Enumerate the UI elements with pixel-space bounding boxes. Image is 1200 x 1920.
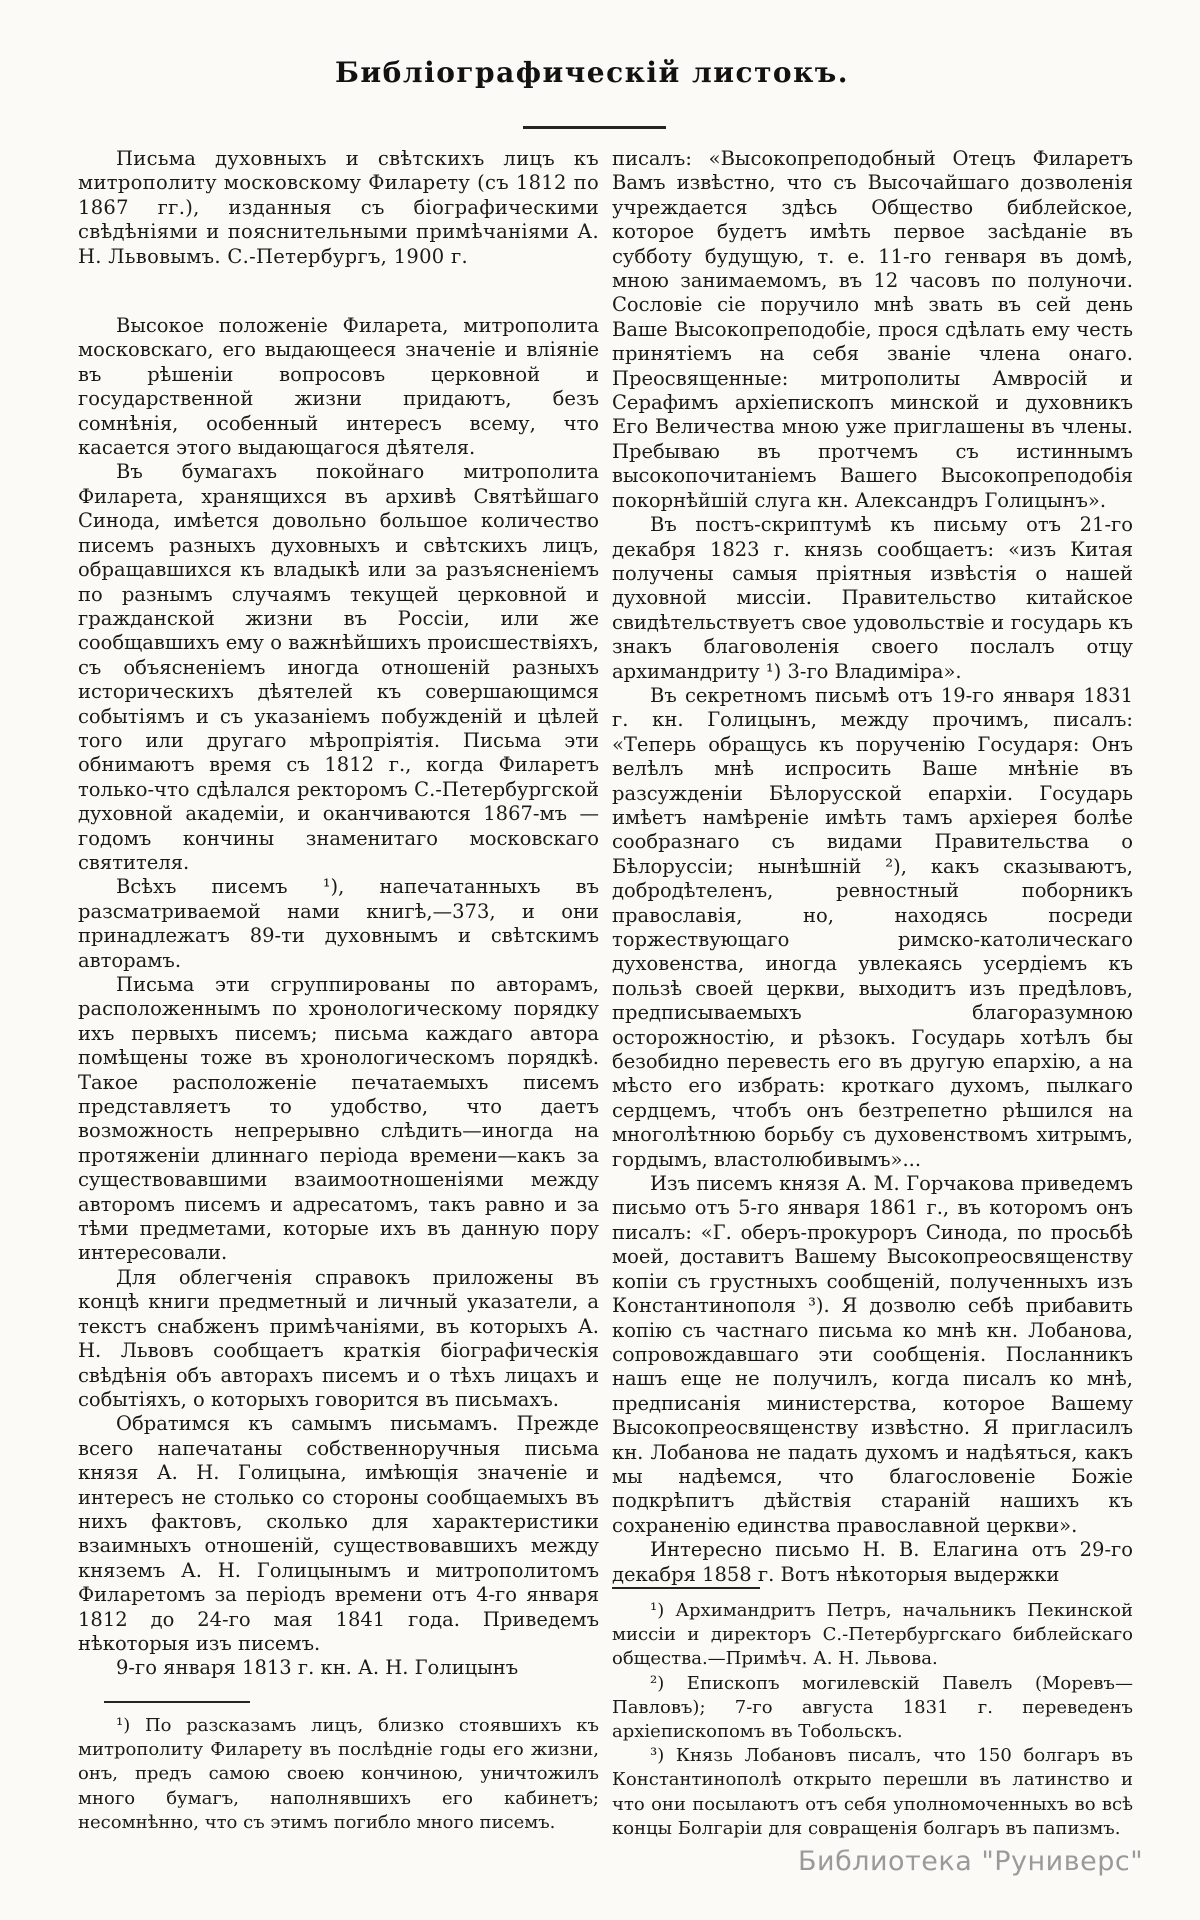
paragraph: 9-го января 1813 г. кн. А. Н. Голицынъ <box>116 1656 519 1680</box>
paragraph: ¹) Архимандритъ Петръ, начальникъ Пекинской миссіи и директоръ С.-Петербургскаго библейскаго общества.—Примѣч. А. Н. Львова. <box>612 1600 1133 1670</box>
paragraph: Въ секретномъ письмѣ отъ 19-го января 1831 г. кн. Голицынъ, между прочимъ, писалъ: «Теперь обращусь къ порученію Государя: Онъ велѣлъ мнѣ испросить Ваше мнѣніе въ разсужденіи Бѣлорусской епархіи. Государь имѣетъ намѣреніе имѣть тамъ архіерея болѣе сообразнаго съ видами Правительства о Бѣлоруссіи; нынѣшній ²), какъ сказываютъ, добродѣтеленъ, ревностный поборникъ православія, но, находясь посреди торжествующаго римско-католическаго духовенства, иногда увлекаясь усердіемъ къ пользѣ своей церкви, выходитъ изъ предѣловъ, предписываемыхъ благоразумною осторожностію, и рѣзокъ. Государь хотѣлъ бы безобидно перевесть его въ другую епархію, а на мѣсто его избрать: кроткаго духомъ, пылкаго сердцемъ, чтобъ онъ безтрепетно рѣшился на многолѣтнюю борьбу съ духовенствомъ хитрымъ, гордымъ, властолюбивымъ»... <box>612 683 1133 1171</box>
paragraph: Письма духовныхъ и свѣтскихъ лицъ къ митрополиту московскому Филарету (съ 1812 по 1867 гг.), изданныя съ біографическими свѣдѣніями и пояснительными примѣчаніями А. Н. Львовымъ. С.-Петербургъ, 1900 г. <box>78 147 599 268</box>
paragraph: Интересно письмо Н. В. Елагина отъ 29-го декабря 1858 г. Вотъ нѣкоторыя выдержки <box>612 1538 1133 1586</box>
paragraph: ²) Епископъ могилевскій Павелъ (Моревъ—Павловъ); 7-го августа 1831 г. переведенъ архіепископомъ въ Тобольскъ. <box>612 1672 1133 1743</box>
paragraph: Письма эти сгруппированы по авторамъ, расположеннымъ по хронологическому порядку ихъ первыхъ писемъ; письма каждаго автора помѣщены тоже въ хронологическомъ порядкѣ. Такое расположеніе печатаемыхъ писемъ представляетъ то удобство, что даетъ возможность непрерывно слѣдить—иногда на протяженіи длиннаго періода времени—какъ за существовавшими взаимоотношеніями между авторомъ писемъ и адресатомъ, такъ равно и за тѣми предметами, которые ихъ въ данную пору интересовали. <box>78 973 599 1265</box>
paragraph: Всѣхъ писемъ ¹), напечатанныхъ въ разсматриваемой нами книгѣ,—373, и они принадлежатъ 89-ти духовнымъ и свѣтскимъ авторамъ. <box>78 875 599 972</box>
left-footnotes <box>78 1714 599 1835</box>
paragraph: писалъ: «Высокопреподобный Отецъ Филаретъ Вамъ извѣстно, что съ Высочайшаго дозволенія учреждается здѣсь Общество библейское, которое будетъ имѣть первое засѣданіе въ субботу будущую, т. е. 11-го генваря въ домѣ, мною занимаемомъ, въ 12 часовъ по полуночи. Сословіе сіе поручило мнѣ звать въ сей день Ваше Высокопреподобіе, прося сдѣлать ему честь принятіемъ на себя званіе члена онаго. Преосвященные: митрополиты Амвросій и Серафимъ архіепископъ минской и духовникъ Его Величества мною уже приглашены въ члены. Пребываю въ протчемъ съ истиннымъ высокопочитаніемъ Вашего Высокопреподобія покорнѣйшій слуга кн. Александръ Голицынъ». <box>612 147 1133 512</box>
title-divider-rule <box>523 126 666 129</box>
paragraph: Обратимся къ самымъ письмамъ. Прежде всего напечатаны собственноручныя письма князя А. Н. Голицына, имѣющія значеніе и интересъ не столько со стороны сообщаемыхъ въ нихъ фактовъ, сколько для характеристики взаимныхъ отношеній, существовавшихъ между княземъ А. Н. Голицынымъ и митрополитомъ Филаретомъ за періодъ времени отъ 4-го января 1812 до 24-го мая 1841 года. Приведемъ нѣкоторыя изъ писемъ. <box>78 1412 599 1655</box>
paragraph: Въ бумагахъ покойнаго митрополита Филарета, хранящихся въ архивѣ Святѣйшаго Синода, имѣется довольно большое количество писемъ разныхъ духовныхъ и свѣтскихъ лицъ, обращавшихся къ владыкѣ или за разъясненіемъ по разнымъ случаямъ текущей церковной и гражданской жизни въ Россіи, или же сообщавшихъ ему о важнѣйшихъ происшествіяхъ, съ объясненіемъ иногда отношеній разныхъ историческихъ дѣятелей къ совершающимся событіямъ и съ указаніемъ побужденій и цѣлей того или другаго мѣропріятія. Письма эти обнимаютъ время съ 1812 г., когда Филаретъ только-что сдѣлался ректоромъ С.-Петербургской духовной академіи, и оканчиваются 1867-мъ — годомъ кончины знаменитаго московскаго святителя. <box>78 460 599 874</box>
library-watermark: Библиотека "Руниверс" <box>798 1846 1144 1877</box>
paragraph: Изъ писемъ князя А. М. Горчакова приведемъ письмо отъ 5-го января 1861 г., въ которомъ онъ писалъ: «Г. оберъ-прокуроръ Синода, по просьбѣ моей, доставитъ Вашему Высокопреосвященству копіи съ грустныхъ сообщеній, полученныхъ изъ Константинополя ³). Я дозволю себѣ прибавить копію съ частнаго письма ко мнѣ кн. Лобанова, сопровождавшаго эти сообщенія. Посланникъ нашъ еще не получилъ, когда писалъ ко мнѣ, предписанія министерства, которое Вашему Высокопреосвященству извѣстно. Я пригласилъ кн. Лобанова не падать духомъ и надѣяться, какъ мы надѣемся, что благословеніе Божіе подкрѣпитъ дѣйствія стараній нашихъ къ сохраненію единства православной церкви». <box>612 1172 1133 1537</box>
left-column <box>78 147 599 1681</box>
left-footnote-divider-rule <box>104 1701 250 1703</box>
paragraph: ³) Князь Лобановъ писалъ, что 150 болгаръ въ Константинополѣ открыто перешли въ латинство и что они посылаютъ отъ себя уполномоченныхъ во всѣ концы Болгаріи для совращенія болгаръ въ папизмъ. <box>612 1745 1133 1839</box>
paragraph: Высокое положеніе Филарета, митрополита московскаго, его выдающееся значеніе и вліяніе въ рѣшеніи вопросовъ церковной и государственной жизни придаютъ, безъ сомнѣнія, особенный интересъ всему, что касается этого выдающагося дѣятеля. <box>78 314 599 460</box>
paragraph: Для облегченія справокъ приложены въ концѣ книги предметный и личный указатели, а текстъ снабженъ примѣчаніями, въ которыхъ А. Н. Львовъ сообщаетъ краткія біографическія свѣдѣнія объ авторахъ писемъ и о тѣхъ лицахъ и событіяхъ, о которыхъ говорится въ письмахъ. <box>78 1265 599 1411</box>
right-column <box>612 147 1133 1587</box>
right-footnotes <box>612 1599 1133 1841</box>
page-title: Библіографическій листокъ. <box>334 56 850 89</box>
paragraph: Въ постъ-скриптумѣ къ письму отъ 21-го декабря 1823 г. князь сообщаетъ: «изъ Китая получены самыя пріятныя извѣстія о нашей духовной миссіи. Правительство китайское свидѣтельствуетъ свое удовольствіе и государь къ знакъ благоволенія своего послалъ отцу архимандриту ¹) 3-го Владиміра». <box>612 513 1133 683</box>
paragraph: ¹) По разсказамъ лицъ, близко стоявшихъ къ митрополиту Филарету въ послѣдніе годы его жизни, онъ, предъ самою своею кончиною, уничтожилъ много бумагъ, наполнявшихъ его кабинетъ; несомнѣнно, что съ этимъ погибло много писемъ. <box>78 1715 599 1833</box>
right-footnote-divider-rule <box>612 1587 760 1589</box>
